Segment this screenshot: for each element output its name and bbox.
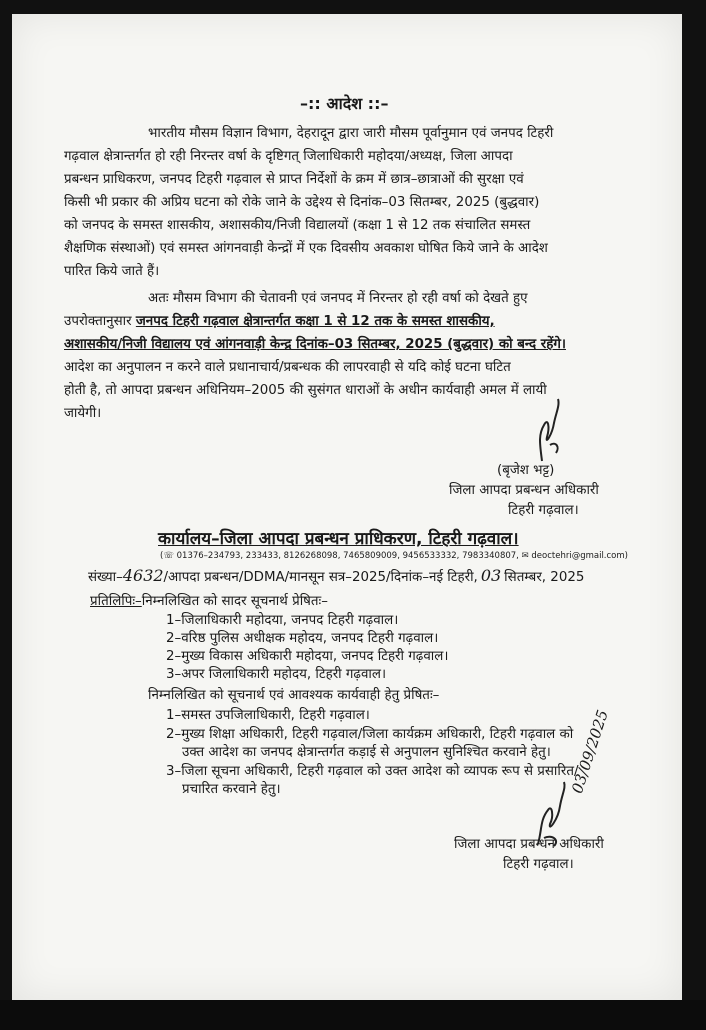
para1-line: गढ़वाल क्षेत्रान्तर्गत हो रही निरन्तर वर्षा के दृष्टिगत् जिलाधिकारी महोदया/अध्यक्ष, जिला आपदा (64, 149, 513, 164)
signer-designation-2: जिला आपदा प्रबन्धन अधिकारी (454, 837, 604, 852)
copy-list-item: उक्त आदेश का जनपद क्षेत्रान्तर्गत कड़ाई से अनुपालन सुनिश्चित करवाने हेतु। (182, 745, 551, 760)
copy-list-item: 3–जिला सूचना अधिकारी, टिहरी गढ़वाल को उक्त आदेश को व्यापक रूप से प्रसारित/ (166, 764, 579, 779)
para2-line: जायेगी। (64, 406, 102, 421)
copy-intro-line (90, 593, 328, 610)
handwritten-signature (520, 395, 580, 465)
para1-line: प्रबन्धन प्राधिकरण, जनपद टिहरी गढ़वाल से प्राप्त निर्देशों के क्रम में छात्र–छात्राओं की सुरक्षा एवं (64, 172, 524, 187)
para2-line: आदेश का अनुपालन न करने वाले प्रधानाचार्य/प्रबन्धक की लापरवाही से यदि कोई घटना घटित (64, 360, 511, 375)
copy-list-item: 1–समस्त उपजिलाधिकारी, टिहरी गढ़वाल। (166, 708, 370, 723)
signer-designation: जिला आपदा प्रबन्धन अधिकारी (449, 483, 599, 498)
ref-text: /आपदा प्रबन्धन/DDMA/मानसून सत्र–2025/दिनांक–नई टिहरी, (163, 570, 478, 585)
signature-date-handwritten: 03/09/2025 (568, 707, 612, 796)
ref-month: सितम्बर, 2025 (504, 570, 585, 585)
copy-list-item: 1–जिलाधिकारी महोदया, जनपद टिहरी गढ़वाल। (166, 613, 399, 628)
copy-list-item: 2–मुख्य विकास अधिकारी महोदया, जनपद टिहरी गढ़वाल। (166, 649, 449, 664)
para2-line: अतः मौसम विभाग की चेतावनी एवं जनपद में निरन्तर हो रही वर्षा को देखते हुए (148, 291, 528, 306)
para1-line: को जनपद के समस्त शासकीय, अशासकीय/निजी विद्यालयों (कक्षा 1 से 12 तक संचालित समस्त (64, 218, 531, 233)
copy-list-item: 3–अपर जिलाधिकारी महोदय, टिहरी गढ़वाल। (166, 667, 387, 682)
para1-line: भारतीय मौसम विज्ञान विभाग, देहरादून द्वारा जारी मौसम पूर्वानुमान एवं जनपद टिहरी (148, 126, 554, 141)
signer-place-2: टिहरी गढ़वाल। (503, 857, 574, 872)
ref-day-handwritten: 03 (480, 566, 502, 585)
para1-line: पारित किये जाते हैं। (64, 264, 160, 279)
closure-highlight: जनपद टिहरी गढ़वाल क्षेत्रान्तर्गत कक्षा 1 से 12 तक के समस्त शासकीय, (135, 314, 495, 329)
closure-highlight: अशासकीय/निजी विद्यालय एवं आंगनवाड़ी केन्द्र दिनांक–03 सितम्बर, 2025 (बुद्धवार) को बन्द रहेंगे। (64, 337, 566, 352)
copy-intro2: निम्नलिखित को सूचनार्थ एवं आवश्यक कार्यवाही हेतु प्रेषितः– (148, 688, 440, 703)
para2-line: होती है, तो आपदा प्रबन्धन अधिनियम–2005 की सुसंगत धाराओं के अधीन कार्यवाही अमल में लायी (64, 383, 547, 398)
photo-background-edge (0, 1000, 706, 1030)
copy-list-item: 2–वरिष्ठ पुलिस अधीक्षक महोदय, जनपद टिहरी गढ़वाल। (166, 631, 439, 646)
ref-number-handwritten: 4632 (122, 566, 164, 585)
para1-line: किसी भी प्रकार की अप्रिय घटना को रोके जाने के उद्देश्य से दिनांक–03 सितम्बर, 2025 (बुद्धवार) (64, 195, 540, 210)
signer-name: (बृजेश भट्ट) (497, 463, 555, 478)
para2-line (64, 313, 495, 330)
order-title: –:: आदेश ::– (300, 94, 389, 113)
office-heading: कार्यालय–जिला आपदा प्रबन्धन प्राधिकरण, टिहरी गढ़वाल। (158, 529, 519, 549)
signer-place: टिहरी गढ़वाल। (508, 503, 579, 518)
copy-list-item: प्रचारित करवाने हेतु। (182, 782, 281, 797)
copy-list-item: 2–मुख्य शिक्षा अधिकारी, टिहरी गढ़वाल/जिला कार्यक्रम अधिकारी, टिहरी गढ़वाल को (166, 727, 574, 742)
para2-lead: उपरोक्तानुसार (64, 314, 132, 329)
reference-line (88, 567, 584, 586)
copy-intro: निम्नलिखित को सादर सूचनार्थ प्रेषितः– (141, 594, 328, 609)
ref-label: संख्या– (88, 570, 123, 585)
office-contacts: (☏ 01376–234793, 233433, 8126268098, 7465809009, 9456533332, 7983340807, ✉ deoctehri@gmail.com) (160, 551, 628, 561)
copy-label: प्रतिलिपिः– (90, 594, 142, 609)
para1-line: शैक्षणिक संस्थाओं) एवं समस्त आंगनवाड़ी केन्द्रों में एक दिवसीय अवकाश घोषित किये जाने के आदेश (64, 241, 548, 256)
